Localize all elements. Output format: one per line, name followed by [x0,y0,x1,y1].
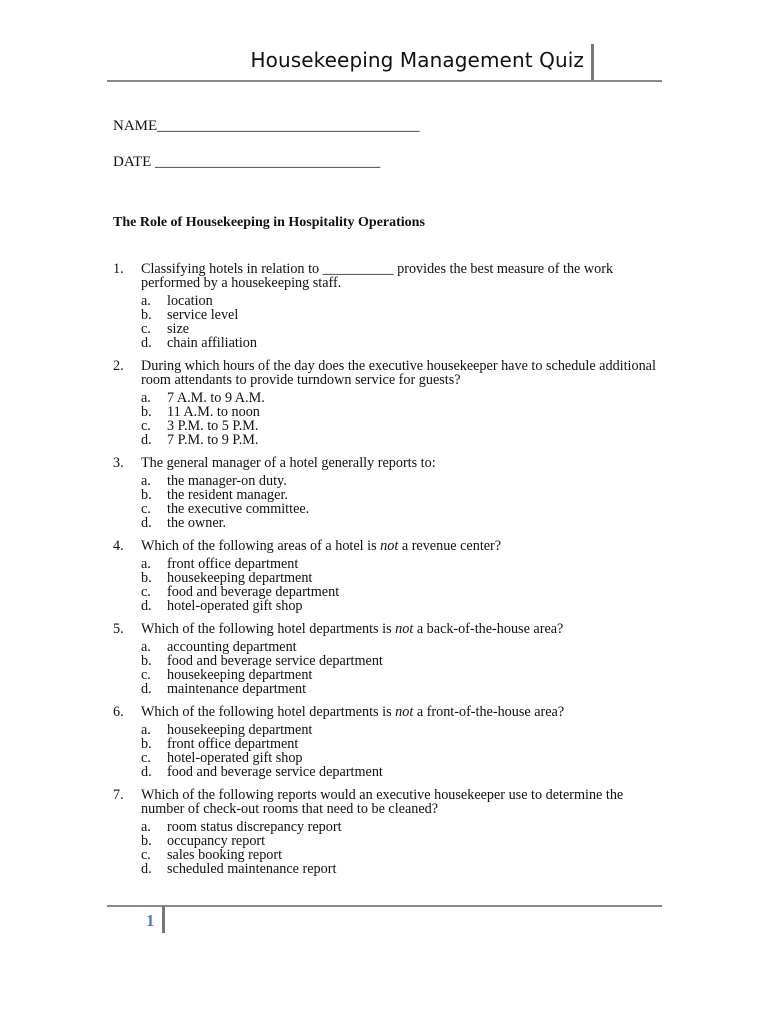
option-letter: b. [141,736,152,752]
option-list [113,820,658,876]
option-text: 7 A.M. to 9 A.M. [167,390,265,406]
option-text: service level [167,307,239,323]
option-letter: c. [141,501,151,517]
option-letter: b. [141,653,152,669]
option-letter: a. [141,293,151,309]
option-text: maintenance department [167,681,307,697]
option-letter: c. [141,321,151,337]
footer-divider [162,906,165,933]
option-letter: c. [141,750,151,766]
option-text: sales booking report [167,847,283,863]
question-5 [113,622,658,696]
question-number: 1. [113,261,124,277]
option [141,737,658,751]
question-text: The general manager of a hotel generally reports to: [141,455,436,471]
option-text: room status discrepancy report [167,819,342,835]
date-field: DATE ______________________________ [113,154,381,170]
option-letter: d. [141,335,152,351]
option-text: hotel-operated gift shop [167,598,303,614]
option-letter: d. [141,432,152,448]
option [141,751,658,765]
option-text: food and beverage service department [167,764,383,780]
header-divider [591,44,594,81]
option [141,834,658,848]
option-letter: b. [141,833,152,849]
footer-rule [107,905,662,907]
option-letter: c. [141,847,151,863]
question-1 [113,262,658,350]
option [141,336,658,350]
question-7 [113,788,658,876]
option-letter: a. [141,556,151,572]
question-emphasis: not [395,704,414,720]
option-letter: b. [141,570,152,586]
option [141,391,658,405]
question-3 [113,456,658,530]
question-text-before: Which of the following hotel departments is [141,704,396,720]
option-text: the resident manager. [167,487,288,503]
option [141,723,658,737]
option-letter: a. [141,390,151,406]
option-letter: c. [141,584,151,600]
option-text: accounting department [167,639,297,655]
option-text: housekeeping department [167,722,313,738]
option [141,502,658,516]
question-number: 3. [113,455,124,471]
option-letter: c. [141,418,151,434]
question-list [113,262,658,885]
question-text-after: a front-of-the-house area? [413,704,565,720]
option-text: occupancy report [167,833,266,849]
option [141,848,658,862]
option [141,654,658,668]
option-letter: d. [141,764,152,780]
section-heading: The Role of Housekeeping in Hospitality Operations [113,215,425,230]
option-text: scheduled maintenance report [167,861,337,877]
option-text: food and beverage service department [167,653,383,669]
option-text: chain affiliation [167,335,257,351]
option-letter: b. [141,487,152,503]
option-list [113,474,658,530]
option-text: front office department [167,736,299,752]
question-text [141,622,658,636]
option-text: housekeeping department [167,570,313,586]
option-letter: b. [141,307,152,323]
question-text: Which of the following reports would an executive housekeeper use to determine the number of check-out rooms that need to be cleaned? [141,787,624,817]
option-letter: d. [141,681,152,697]
option [141,557,658,571]
option [141,433,658,447]
option-text: size [167,321,190,337]
option-letter: b. [141,404,152,420]
question-number: 4. [113,538,124,554]
option-text: hotel-operated gift shop [167,750,303,766]
option-letter: a. [141,473,151,489]
option-letter: d. [141,515,152,531]
question-text-before: Which of the following hotel departments is [141,621,396,637]
option-text: the executive committee. [167,501,310,517]
option-list [113,391,658,447]
option [141,322,658,336]
option [141,516,658,530]
option-text: 7 P.M. to 9 P.M. [167,432,259,448]
option [141,488,658,502]
option-text: 3 P.M. to 5 P.M. [167,418,259,434]
option-text: the manager-on duty. [167,473,287,489]
option-letter: a. [141,722,151,738]
option [141,585,658,599]
question-number: 6. [113,704,124,720]
option-text: the owner. [167,515,227,531]
page-title: Housekeeping Management Quiz [250,48,584,72]
question-text [141,539,658,553]
question-text: During which hours of the day does the executive housekeeper have to schedule additional room attendants to provide turndown service for guests? [141,358,656,388]
question-number: 2. [113,358,124,374]
option [141,571,658,585]
option [141,640,658,654]
option [141,765,658,779]
option [141,405,658,419]
option [141,419,658,433]
page-number: 1 [146,911,155,930]
option-text: location [167,293,213,309]
option-list [113,640,658,696]
option-text: food and beverage department [167,584,340,600]
option [141,820,658,834]
option-letter: a. [141,639,151,655]
option-text: 11 A.M. to noon [167,404,260,420]
option-list [113,294,658,350]
option [141,599,658,613]
option [141,862,658,876]
option-text: housekeeping department [167,667,313,683]
option-letter: a. [141,819,151,835]
option [141,474,658,488]
question-number: 7. [113,787,124,803]
option [141,682,658,696]
option-letter: d. [141,598,152,614]
option [141,294,658,308]
question-text: Classifying hotels in relation to __________ provides the best measure of the work performed by a housekeeping staff. [141,261,614,291]
question-2 [113,359,658,447]
option-text: front office department [167,556,299,572]
name-field: NAME___________________________________ [113,118,420,134]
option-letter: c. [141,667,151,683]
option-letter: d. [141,861,152,877]
option-list [113,723,658,779]
question-emphasis: not [395,621,414,637]
option [141,668,658,682]
option [141,308,658,322]
question-4 [113,539,658,613]
question-6 [113,705,658,779]
question-emphasis: not [380,538,399,554]
question-text [141,705,658,719]
option-list [113,557,658,613]
question-text-after: a back-of-the-house area? [413,621,564,637]
question-text-after: a revenue center? [398,538,502,554]
question-text-before: Which of the following areas of a hotel is [141,538,381,554]
question-number: 5. [113,621,124,637]
header-rule [107,80,662,82]
